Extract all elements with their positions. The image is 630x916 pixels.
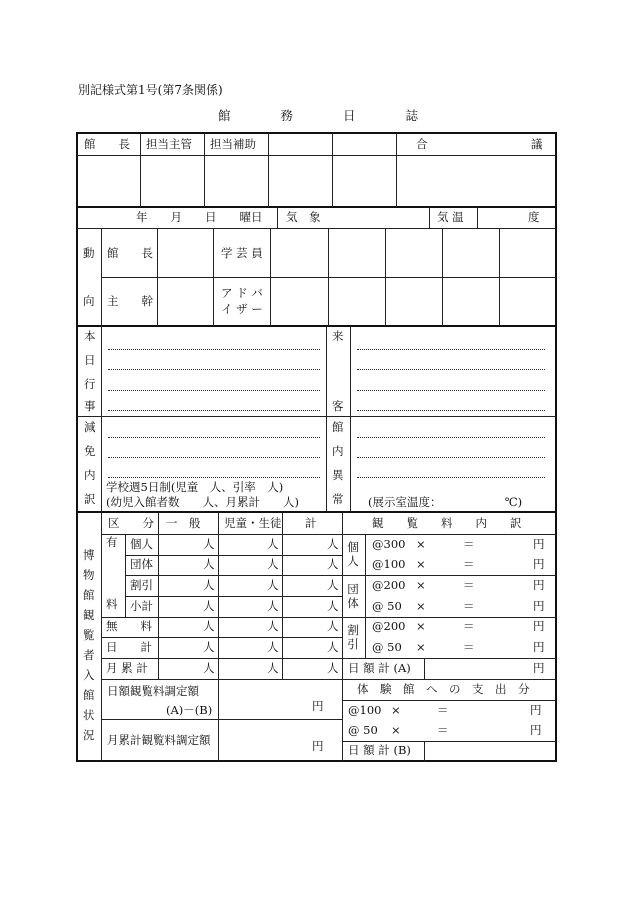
doko-kancho-label: 館 長 xyxy=(107,246,153,260)
doko-adviser-label-2: イ ザ ー xyxy=(221,302,263,316)
approval-kancho-label: 館 長 xyxy=(84,137,130,151)
exhibit-room-temp-label: (展示室温度： ℃) xyxy=(368,495,523,509)
day-adjust-field[interactable] xyxy=(220,681,340,718)
doko-gakugeiin-label: 学 芸 員 xyxy=(221,246,263,260)
day-total-a-field[interactable] xyxy=(426,660,526,678)
date-weekday-field[interactable]: 年 月 日 曜日 xyxy=(136,210,263,224)
kisho-field[interactable] xyxy=(334,209,428,227)
header-ippan: 一 般 xyxy=(166,516,201,530)
approval-gogi-label: 合 議 xyxy=(416,137,543,151)
day-total-b-label: 日 額 計 (B) xyxy=(348,743,411,757)
month-adjust-field[interactable] xyxy=(220,721,340,759)
approval-tanto-hojo-label: 担当補助 xyxy=(210,137,256,151)
month-adjust-unit: 円 xyxy=(312,739,324,753)
tanto-hojo-stamp-box[interactable] xyxy=(205,157,268,205)
kancho-stamp-box[interactable] xyxy=(78,157,140,205)
infant-visitors-line: (幼児入館者数 人、月累計 人) xyxy=(106,495,299,509)
day-total-a-label: 日 額 計 (A) xyxy=(348,661,411,675)
tanto-shukan-stamp-box[interactable] xyxy=(141,157,204,205)
form-number-label: 別記様式第1号(第7条関係) xyxy=(78,83,223,97)
day-adjust-formula: (A)－(B) xyxy=(166,703,213,717)
header-kanranryo-uchiwake: 観 覧 料 内 訳 xyxy=(372,516,522,530)
day-total-a-unit: 円 xyxy=(533,661,545,675)
doko-shukan-label: 主 幹 xyxy=(107,294,153,308)
gogi-stamp-box[interactable] xyxy=(397,157,555,205)
day-adjust-label: 日額観覧料調定額 xyxy=(107,684,199,698)
approval-tanto-shukan-label: 担当主管 xyxy=(146,137,192,151)
fee-group-dantai: 団体 xyxy=(347,582,359,610)
taiken-title: 体 験 館 へ の 支 出 分 xyxy=(357,682,530,696)
raikyaku-label-bottom: 客 xyxy=(332,399,344,413)
month-adjust-label: 月累計観覧料調定額 xyxy=(107,733,211,747)
kisho-label: 気 象 xyxy=(286,210,321,224)
header-jido-seito: 児童・生徒 xyxy=(224,516,282,530)
doko-side-top: 動 xyxy=(83,246,95,260)
page-title: 館 務 日 誌 xyxy=(218,108,419,123)
doko-side-bottom: 向 xyxy=(83,294,95,308)
fee-group-kojin: 個人 xyxy=(347,540,359,568)
school-5day-line: 学校週5日制(児童 人、引率 人) xyxy=(106,480,284,494)
raikyaku-label-top: 来 xyxy=(332,329,344,343)
day-adjust-unit: 円 xyxy=(312,699,324,713)
day-total-b-field[interactable] xyxy=(426,743,554,760)
doko-adviser-label-1: ア ド バ xyxy=(221,286,263,300)
yuryo-label-top: 有 xyxy=(106,535,118,549)
fee-group-waribiki: 割引 xyxy=(347,623,359,651)
yuryo-label-bottom: 料 xyxy=(106,597,118,611)
header-kubun: 区 分 xyxy=(108,516,154,530)
kion-unit: 度 xyxy=(528,210,540,224)
kion-label: 気 温 xyxy=(437,210,464,224)
header-kei: 計 xyxy=(305,516,317,530)
